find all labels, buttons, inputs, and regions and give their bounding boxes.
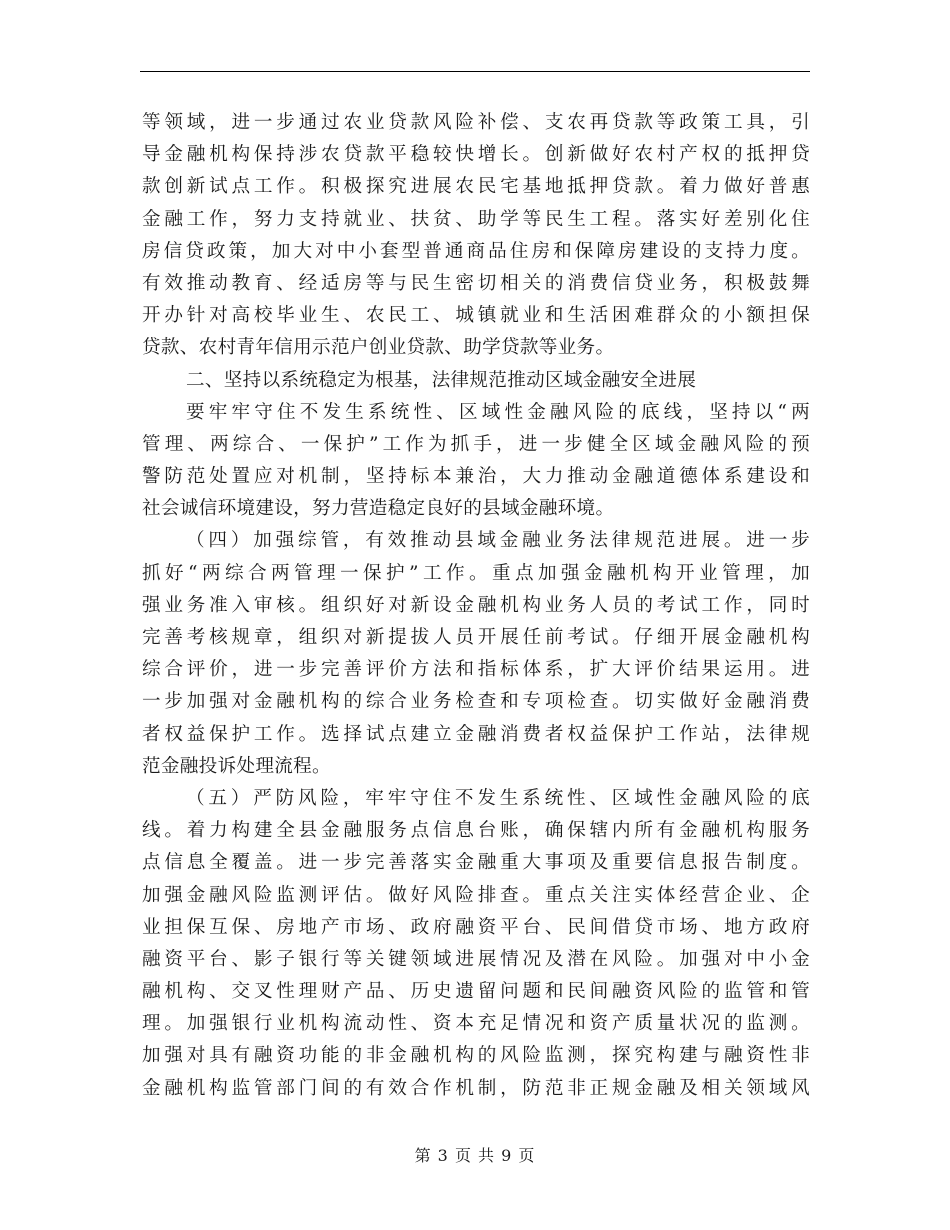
text-line: 一步加强对金融机构的综合业务检查和专项检查。切实做好金融消费 bbox=[142, 691, 810, 713]
text-line: 点信息全覆盖。进一步完善落实金融重大事项及重要信息报告制度。 bbox=[142, 852, 810, 874]
text-line: 理。加强银行业机构流动性、资本充足情况和资产质量状况的监测。 bbox=[142, 1013, 810, 1035]
text-line: 融资平台、影子银行等关键领域进展情况及潜在风险。加强对中小金 bbox=[142, 948, 810, 970]
header-rule bbox=[140, 71, 810, 72]
text-line: 有效推动教育、经适房等与民生密切相关的消费信贷业务，积极鼓舞 bbox=[142, 272, 810, 294]
page-number: 第 3 页 共 9 页 bbox=[414, 1146, 536, 1165]
text-line: 导金融机构保持涉农贷款平稳较快增长。创新做好农村产权的抵押贷 bbox=[142, 144, 810, 166]
text-line: 房信贷政策，加大对中小套型普通商品住房和保障房建设的支持力度。 bbox=[142, 240, 810, 262]
text-line: 综合评价，进一步完善评价方法和指标体系，扩大评价结果运用。进 bbox=[142, 659, 810, 681]
text-line: 社会诚信环境建设，努力营造稳定良好的县域金融环境。 bbox=[142, 498, 615, 520]
text-line: 金融机构监管部门间的有效合作机制，防范非正规金融及相关领域风 bbox=[142, 1077, 810, 1099]
text-line: 开办针对高校毕业生、农民工、城镇就业和生活困难群众的小额担保 bbox=[142, 305, 810, 327]
document-body bbox=[142, 107, 810, 1105]
text-line: 加强对具有融资功能的非金融机构的风险监测，探究构建与融资性非 bbox=[142, 1045, 810, 1067]
text-line: （五）严防风险，牢牢守住不发生系统性、区域性金融风险的底 bbox=[186, 787, 810, 809]
text-line: 者权益保护工作。选择试点建立金融消费者权益保护工作站，法律规 bbox=[142, 723, 810, 745]
text-line: 抓好“两综合两管理一保护”工作。重点加强金融机构开业管理，加 bbox=[142, 562, 810, 584]
text-line: （四）加强综管，有效推动县域金融业务法律规范进展。进一步 bbox=[186, 530, 810, 552]
text-line: 金融工作，努力支持就业、扶贫、助学等民生工程。落实好差别化住 bbox=[142, 208, 810, 230]
text-line: 二、坚持以系统稳定为根基，法律规范推动区域金融安全进展 bbox=[186, 369, 697, 391]
text-line: 要牢牢守住不发生系统性、区域性金融风险的底线，坚持以“两 bbox=[186, 401, 810, 423]
text-line: 加强金融风险监测评估。做好风险排查。重点关注实体经营企业、企 bbox=[142, 884, 810, 906]
text-line: 警防范处置应对机制，坚持标本兼治，大力推动金融道德体系建设和 bbox=[142, 466, 810, 488]
text-line: 管理、两综合、一保护”工作为抓手，进一步健全区域金融风险的预 bbox=[142, 433, 810, 455]
text-line: 款创新试点工作。积极探究进展农民宅基地抵押贷款。着力做好普惠 bbox=[142, 176, 810, 198]
text-line: 业担保互保、房地产市场、政府融资平台、民间借贷市场、地方政府 bbox=[142, 916, 810, 938]
text-line: 强业务准入审核。组织好对新设金融机构业务人员的考试工作，同时 bbox=[142, 594, 810, 616]
text-line: 融机构、交叉性理财产品、历史遗留问题和民间融资风险的监管和管 bbox=[142, 981, 810, 1003]
text-line: 完善考核规章，组织对新提拔人员开展任前考试。仔细开展金融机构 bbox=[142, 627, 810, 648]
text-line: 范金融投诉处理流程。 bbox=[142, 755, 331, 777]
text-line: 等领域，进一步通过农业贷款风险补偿、支农再贷款等政策工具，引 bbox=[142, 112, 810, 133]
text-line: 贷款、农村青年信用示范户创业贷款、助学贷款等业务。 bbox=[142, 337, 615, 359]
text-line: 线。着力构建全县金融服务点信息台账，确保辖内所有金融机构服务 bbox=[142, 820, 810, 842]
